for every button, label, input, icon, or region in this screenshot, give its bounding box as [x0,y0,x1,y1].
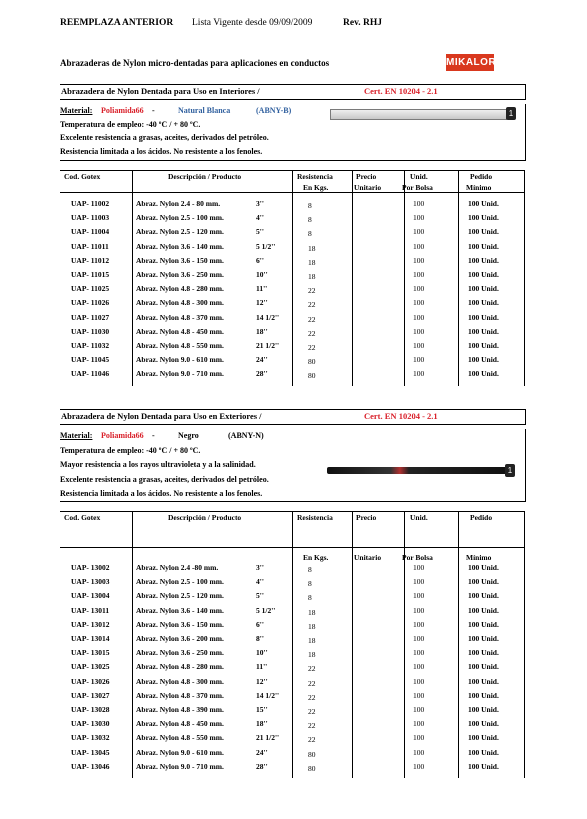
row-resistance: 22 [308,707,316,716]
material-name: Poliamida66 [101,106,144,115]
col-header-units: Unid. [410,172,428,181]
row-description: Abraz. Nylon 4.8 - 300 mm. [136,298,224,308]
spec-line: Resistencia limitada a los ácidos. No resistente a los fenoles. [60,146,263,156]
table-column-rule [292,170,293,386]
row-per-bag: 100 [413,298,425,308]
row-code: UAP- 11003 [71,213,110,223]
row-min-order: 100 Unid. [468,369,499,379]
row-resistance: 18 [308,650,316,660]
row-per-bag: 100 [413,284,425,294]
material-name: Poliamida66 [101,431,144,440]
row-description: Abraz. Nylon 3.6 - 250 mm. [136,270,224,279]
row-resistance: 22 [308,300,316,310]
row-code: UAP- 13002 [71,563,110,572]
row-min-order: 100 Unid. [468,648,499,658]
row-description: Abraz. Nylon 4.8 - 370 mm. [136,312,224,322]
col-header-minimum: Mínimo [466,553,492,562]
row-resistance: 22 [308,678,316,688]
col-header-unit: Unitario [354,553,382,562]
row-resistance: 8 [308,229,312,239]
row-per-bag: 100 [413,747,425,757]
material-label: Material: [60,431,93,440]
row-inches: 28'' [256,369,268,379]
row-per-bag: 100 [413,605,425,615]
row-min-order: 100 Unid. [468,199,499,208]
row-description: Abraz. Nylon 3.6 - 140 mm. [136,605,224,615]
row-inches: 11'' [256,284,268,294]
row-resistance: 8 [308,215,312,225]
row-description: Abraz. Nylon 3.6 - 150 mm. [136,255,224,265]
row-code: UAP- 13015 [71,648,110,658]
row-inches: 14 1/2'' [256,690,280,700]
row-code: UAP- 11045 [71,355,110,365]
cable-tie-white-image [330,109,507,120]
table-column-rule [524,511,525,778]
row-resistance: 18 [308,272,316,281]
table-column-rule [132,511,133,778]
row-description: Abraz. Nylon 2.4 -80 mm. [136,563,219,572]
row-min-order: 100 Unid. [468,619,499,629]
material-color: Natural Blanca [178,106,231,115]
row-description: Abraz. Nylon 4.8 - 390 mm. [136,705,224,714]
row-description: Abraz. Nylon 2.5 - 100 mm. [136,213,224,223]
spec-line: Excelente resistencia a grasas, aceites, derivados del petróleo. [60,474,269,484]
row-description: Abraz. Nylon 3.6 - 140 mm. [136,241,224,251]
row-resistance: 22 [308,343,316,352]
row-inches: 5'' [256,591,264,601]
row-per-bag: 100 [413,270,425,279]
row-inches: 12'' [256,298,268,308]
row-per-bag: 100 [413,733,425,743]
row-resistance: 22 [308,721,316,731]
row-code: UAP- 11015 [71,270,110,279]
row-code: UAP- 13003 [71,577,110,587]
row-per-bag: 100 [413,705,425,714]
row-code: UAP- 13028 [71,705,110,714]
col-header-minimum: Mínimo [466,183,492,192]
row-description: Abraz. Nylon 2.4 - 80 mm. [136,199,221,208]
row-min-order: 100 Unid. [468,577,499,587]
row-code: UAP- 11046 [71,369,110,379]
col-header-per-bag: Por Bolsa [402,553,433,562]
row-inches: 6'' [256,619,264,629]
row-per-bag: 100 [413,355,425,365]
row-code: UAP- 11027 [71,312,110,322]
row-description: Abraz. Nylon 2.5 - 100 mm. [136,577,224,587]
row-description: Abraz. Nylon 4.8 - 550 mm. [136,341,224,350]
row-description: Abraz. Nylon 3.6 - 250 mm. [136,648,224,658]
col-header-order: Pedido [470,513,493,522]
row-inches: 15'' [256,705,268,714]
row-inches: 14 1/2'' [256,312,280,322]
row-per-bag: 100 [413,676,425,686]
row-per-bag: 100 [413,690,425,700]
row-min-order: 100 Unid. [468,255,499,265]
row-min-order: 100 Unid. [468,690,499,700]
row-code: UAP- 13027 [71,690,110,700]
row-min-order: 100 Unid. [468,733,499,743]
col-header-description: Descripción / Producto [168,513,242,522]
row-inches: 18'' [256,719,268,729]
row-description: Abraz. Nylon 4.8 - 370 mm. [136,690,224,700]
table-column-rule [458,170,459,386]
row-per-bag: 100 [413,719,425,729]
cable-tie-head-icon: 1 [505,464,515,477]
table-column-rule [524,170,525,386]
row-code: UAP- 13004 [71,591,110,601]
row-resistance: 80 [308,763,316,773]
row-code: UAP- 11011 [71,241,109,251]
row-min-order: 100 Unid. [468,341,499,350]
row-min-order: 100 Unid. [468,563,499,572]
row-code: UAP- 13046 [71,761,110,771]
cable-tie-head-icon: 1 [506,107,516,120]
row-min-order: 100 Unid. [468,312,499,322]
row-code: UAP- 13026 [71,676,110,686]
material-color: Negro [178,431,199,440]
row-description: Abraz. Nylon 9.0 - 710 mm. [136,369,224,379]
row-inches: 5 1/2'' [256,241,276,251]
col-header-description: Descripción / Producto [168,172,242,181]
material-separator: - [152,106,155,115]
section-title: Abrazadera de Nylon Dentada para Uso en Exteriores / [61,411,262,421]
spec-line: Temperatura de empleo: -40 ºC / + 80 ºC. [60,445,201,455]
row-per-bag: 100 [413,761,425,771]
row-resistance: 18 [308,621,316,631]
row-code: UAP- 11004 [71,227,110,237]
table-column-rule [404,511,405,778]
mikalor-logo: MIKALOR [446,54,494,71]
row-resistance: 18 [308,243,316,253]
row-min-order: 100 Unid. [468,719,499,729]
row-description: Abraz. Nylon 9.0 - 710 mm. [136,761,224,771]
col-header-price: Precio [356,172,377,181]
row-code: UAP- 13011 [71,605,110,615]
row-per-bag: 100 [413,619,425,629]
row-inches: 24'' [256,355,268,365]
col-header-resistance: Resistencia [297,172,333,181]
row-inches: 4'' [256,577,264,587]
row-inches: 24'' [256,747,268,757]
table-column-rule [352,170,353,386]
row-resistance: 22 [308,735,316,745]
cert-label: Cert. EN 10204 - 2.1 [364,86,438,96]
cable-tie-black-image [327,467,509,474]
row-inches: 6'' [256,255,264,265]
row-min-order: 100 Unid. [468,634,499,643]
row-resistance: 18 [308,257,316,267]
col-header-price: Precio [356,513,377,522]
row-description: Abraz. Nylon 3.6 - 150 mm. [136,619,224,629]
table-column-rule [458,511,459,778]
row-resistance: 80 [308,749,316,759]
row-resistance: 8 [308,593,312,603]
row-code: UAP- 11012 [71,255,110,265]
row-resistance: 22 [308,286,316,296]
row-description: Abraz. Nylon 4.8 - 450 mm. [136,719,224,729]
spec-line: Excelente resistencia a grasas, aceites, derivados del petróleo. [60,133,269,142]
row-code: UAP- 13032 [71,733,110,743]
row-code: UAP- 11002 [71,199,110,208]
row-inches: 28'' [256,761,268,771]
header-rev: Rev. RHJ [343,18,383,28]
row-resistance: 22 [308,692,316,702]
material-code: (ABNY-B) [256,106,292,115]
row-per-bag: 100 [413,326,425,336]
row-per-bag: 100 [413,227,425,237]
spec-line: Resistencia limitada a los ácidos. No resistente a los fenoles. [60,489,263,498]
row-resistance: 8 [308,565,312,574]
row-code: UAP- 11026 [71,298,110,308]
row-per-bag: 100 [413,563,425,572]
row-min-order: 100 Unid. [468,270,499,279]
section-title: Abrazadera de Nylon Dentada para Uso en Interiores / [61,86,260,96]
row-min-order: 100 Unid. [468,662,499,672]
row-min-order: 100 Unid. [468,213,499,223]
spec-line: Mayor resistencia a los rayos ultravioleta y a la salinidad. [60,460,256,469]
row-code: UAP- 13045 [71,747,110,757]
row-description: Abraz. Nylon 4.8 - 280 mm. [136,284,224,294]
row-inches: 4'' [256,213,264,223]
col-header-units: Unid. [410,513,428,522]
row-min-order: 100 Unid. [468,705,499,714]
col-header-kgs: En Kgs. [303,183,329,192]
row-resistance: 80 [308,357,316,367]
row-min-order: 100 Unid. [468,227,499,237]
row-per-bag: 100 [413,662,425,672]
table-column-rule [404,170,405,386]
row-description: Abraz. Nylon 2.5 - 120 mm. [136,591,224,601]
row-resistance: 18 [308,636,316,645]
row-description: Abraz. Nylon 9.0 - 610 mm. [136,355,224,365]
row-code: UAP- 13012 [71,619,110,629]
row-min-order: 100 Unid. [468,298,499,308]
row-description: Abraz. Nylon 4.8 - 550 mm. [136,733,224,743]
col-header-kgs: En Kgs. [303,553,329,562]
row-min-order: 100 Unid. [468,605,499,615]
row-min-order: 100 Unid. [468,761,499,771]
row-inches: 5'' [256,227,264,237]
row-min-order: 100 Unid. [468,747,499,757]
row-resistance: 22 [308,328,316,338]
row-inches: 5 1/2'' [256,605,276,615]
row-resistance: 80 [308,371,316,381]
row-code: UAP- 11025 [71,284,110,294]
row-per-bag: 100 [413,213,425,223]
material-separator: - [152,431,155,440]
cert-label: Cert. EN 10204 - 2.1 [364,411,438,421]
col-header-code: Cod. Gotex [64,172,101,181]
row-description: Abraz. Nylon 3.6 - 200 mm. [136,634,224,643]
col-header-code: Cod. Gotex [64,513,101,522]
row-min-order: 100 Unid. [468,326,499,336]
row-description: Abraz. Nylon 4.8 - 450 mm. [136,326,224,336]
material-code: (ABNY-N) [228,431,264,440]
row-per-bag: 100 [413,648,425,658]
row-resistance: 8 [308,201,312,210]
row-per-bag: 100 [413,312,425,322]
table-column-rule [352,511,353,778]
row-code: UAP- 13025 [71,662,110,672]
row-inches: 12'' [256,676,268,686]
header-date: Lista Vigente desde 09/09/2009 [192,18,313,28]
row-inches: 8'' [256,634,264,643]
row-min-order: 100 Unid. [468,355,499,365]
row-resistance: 18 [308,607,316,617]
row-min-order: 100 Unid. [468,591,499,601]
row-per-bag: 100 [413,577,425,587]
row-inches: 3'' [256,563,264,572]
row-code: UAP- 11030 [71,326,110,336]
row-inches: 10'' [256,270,268,279]
row-min-order: 100 Unid. [468,676,499,686]
row-inches: 10'' [256,648,268,658]
row-min-order: 100 Unid. [468,284,499,294]
row-inches: 3'' [256,199,264,208]
material-label: Material: [60,106,93,115]
col-header-unit: Unitario [354,183,382,192]
row-per-bag: 100 [413,591,425,601]
row-inches: 21 1/2'' [256,733,280,743]
row-per-bag: 100 [413,634,425,643]
row-code: UAP- 13030 [71,719,110,729]
row-description: Abraz. Nylon 9.0 - 610 mm. [136,747,224,757]
table-column-rule [292,511,293,778]
col-header-order: Pedido [470,172,493,181]
row-code: UAP- 13014 [71,634,110,643]
row-min-order: 100 Unid. [468,241,499,251]
page-subtitle: Abrazaderas de Nylon micro-dentadas para aplicaciones en conductos [60,58,330,68]
row-description: Abraz. Nylon 4.8 - 300 mm. [136,676,224,686]
row-per-bag: 100 [413,369,425,379]
row-inches: 21 1/2'' [256,341,280,350]
row-inches: 18'' [256,326,268,336]
row-per-bag: 100 [413,241,425,251]
row-per-bag: 100 [413,341,425,350]
row-code: UAP- 11032 [71,341,110,350]
row-inches: 11'' [256,662,268,672]
row-per-bag: 100 [413,199,425,208]
row-resistance: 22 [308,314,316,324]
header-left: REEMPLAZA ANTERIOR [60,18,174,28]
row-description: Abraz. Nylon 2.5 - 120 mm. [136,227,224,237]
table-column-rule [132,170,133,386]
row-resistance: 8 [308,579,312,589]
spec-line: Temperatura de empleo: -40 ºC / + 80 ºC. [60,119,201,129]
col-header-resistance: Resistencia [297,513,333,522]
row-per-bag: 100 [413,255,425,265]
row-description: Abraz. Nylon 4.8 - 280 mm. [136,662,224,672]
col-header-per-bag: Por Bolsa [402,183,433,192]
row-resistance: 22 [308,664,316,674]
